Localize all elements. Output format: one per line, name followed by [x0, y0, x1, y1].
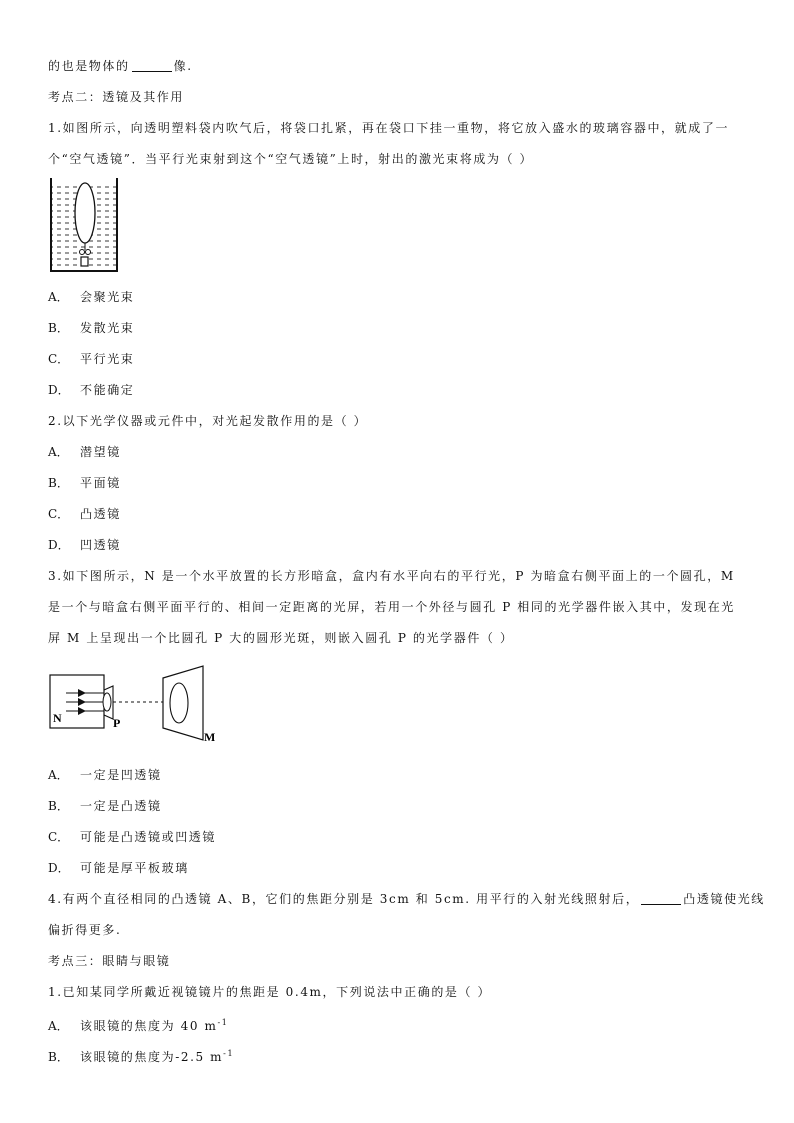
option-superscript: -1: [223, 1049, 235, 1058]
option-text: 凸透镜: [80, 507, 121, 521]
option-key: D．: [48, 538, 70, 552]
label-p: P: [113, 716, 121, 730]
question-text: [48, 891, 765, 907]
option-item[interactable]: [48, 1015, 228, 1034]
section-title: 考点二：透镜及其作用: [48, 90, 185, 104]
question-prefix: 4.有两个直径相同的凸透镜 A、B，它们的焦距分别是 3cm 和 5cm. 用平行的入射光线照射后，: [48, 892, 640, 906]
option-item[interactable]: [48, 767, 162, 783]
option-text: 潜望镜: [80, 445, 121, 459]
option-superscript: -1: [217, 1018, 229, 1027]
option-item[interactable]: [48, 829, 216, 845]
question-text: 3.如下图所示，N 是一个水平放置的长方形暗盒，盒内有水平向右的平行光，P 为暗盒右侧平面上的一个圆孔，M: [48, 569, 735, 583]
question-text: 屏 M 上呈现出一个比圆孔 P 大的圆形光斑，则嵌入圆孔 P 的光学器件（ ）: [48, 631, 514, 645]
option-key: B．: [48, 799, 69, 813]
option-text: 平面镜: [80, 476, 121, 490]
option-key: A．: [48, 768, 69, 782]
option-text: 发散光束: [80, 321, 135, 335]
option-text: 凹透镜: [80, 538, 121, 552]
question-text: 2.以下光学仪器或元件中，对光起发散作用的是（ ）: [48, 414, 368, 428]
continuation-prefix: 的也是物体的: [48, 59, 130, 73]
option-key: A．: [48, 290, 69, 304]
option-item[interactable]: [48, 382, 134, 398]
question-text: 1.如图所示，向透明塑料袋内吹气后，将袋口扎紧，再在袋口下挂一重物，将它放入盛水的玻璃容器中，就成了一: [48, 121, 730, 135]
option-item[interactable]: [48, 506, 121, 522]
option-text: 该眼镜的焦度为 40 m: [80, 1019, 218, 1033]
option-text: 该眼镜的焦度为-2.5 m: [80, 1050, 224, 1064]
dark-box-figure: [48, 664, 228, 748]
option-key: D．: [48, 861, 70, 875]
section-title: 考点三：眼睛与眼镜: [48, 954, 171, 968]
option-item[interactable]: [48, 537, 121, 553]
option-item[interactable]: [48, 1046, 234, 1065]
question-text: 偏折得更多.: [48, 923, 122, 937]
air-lens-figure: [48, 178, 120, 274]
option-key: C．: [48, 507, 70, 521]
option-key: B．: [48, 321, 69, 335]
question-text: 1.已知某同学所戴近视镜镜片的焦距是 0.4m，下列说法中正确的是（ ）: [48, 985, 492, 999]
question-text: 是一个与暗盒右侧平面平行的、相间一定距离的光屏，若用一个外径与圆孔 P 相同的光学器件嵌入其中，发现在光: [48, 600, 735, 614]
option-item[interactable]: [48, 860, 189, 876]
option-text: 可能是厚平板玻璃: [80, 861, 189, 875]
label-m: M: [204, 730, 216, 744]
question-text: 个“空气透镜”．当平行光束射到这个“空气透镜”上时，射出的激光束将成为（ ）: [48, 152, 534, 166]
option-item[interactable]: [48, 798, 162, 814]
option-item[interactable]: [48, 320, 134, 336]
label-n: N: [53, 711, 62, 725]
option-key: A．: [48, 445, 69, 459]
option-key: C．: [48, 830, 70, 844]
option-text: 会聚光束: [80, 290, 135, 304]
continuation-suffix: 像.: [173, 59, 193, 73]
option-text: 平行光束: [80, 352, 135, 366]
question-suffix: 凸透镜使光线: [683, 892, 765, 906]
option-item[interactable]: [48, 475, 121, 491]
option-text: 不能确定: [80, 383, 135, 397]
option-key: C．: [48, 352, 70, 366]
option-key: A．: [48, 1019, 69, 1033]
option-item[interactable]: [48, 444, 121, 460]
option-text: 可能是凸透镜或凹透镜: [80, 830, 217, 844]
option-item[interactable]: [48, 351, 134, 367]
option-key: B．: [48, 1050, 69, 1064]
option-key: B．: [48, 476, 69, 490]
answer-blank[interactable]: [641, 892, 681, 905]
option-text: 一定是凹透镜: [80, 768, 162, 782]
continuation-line: [48, 58, 193, 74]
option-key: D．: [48, 383, 70, 397]
option-item[interactable]: [48, 289, 134, 305]
answer-blank[interactable]: [132, 59, 172, 72]
option-text: 一定是凸透镜: [80, 799, 162, 813]
